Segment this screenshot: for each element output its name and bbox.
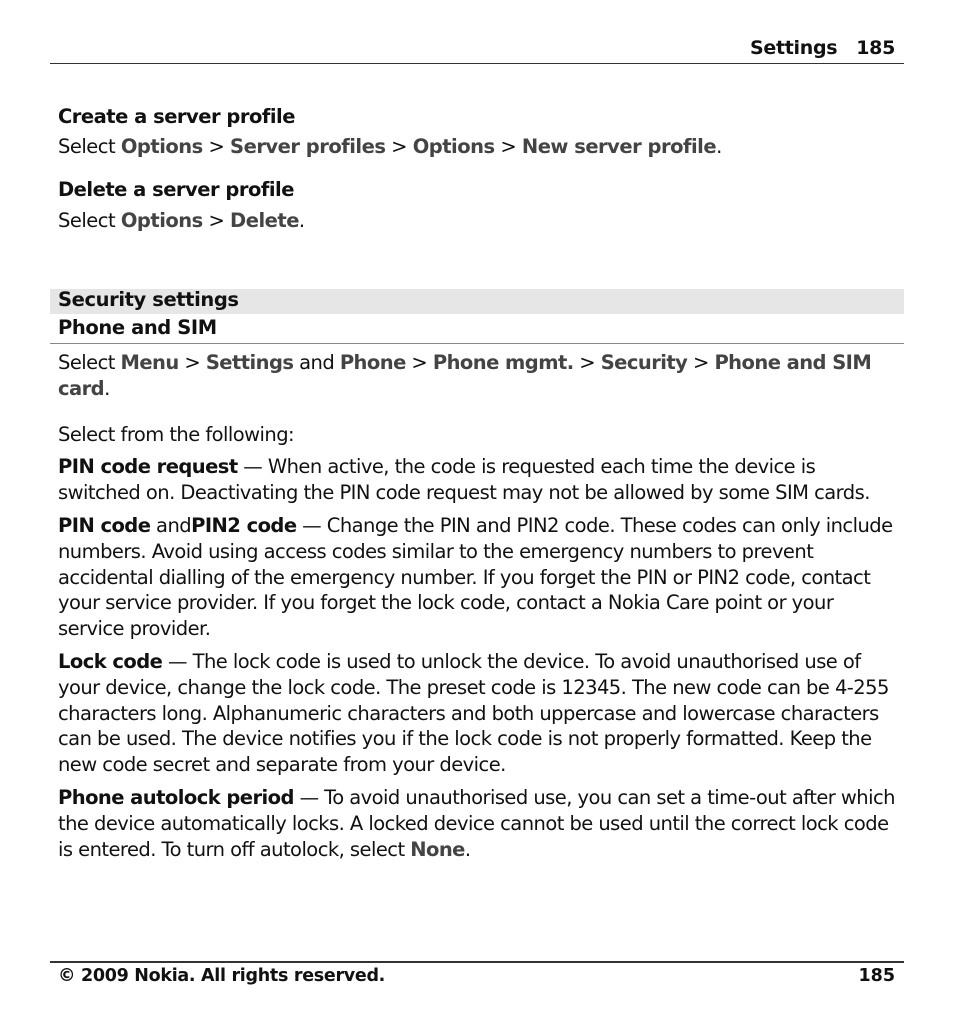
period: . [298, 208, 305, 232]
and-text: and [293, 351, 340, 374]
desc-lock-code: — The lock code is used to unlock the device. To avoid unauthorised use of your device, change the lock code. The preset code is 12345. The new code can be 4-255 characters long. Alphanumeric characters and both uppercase and lowercase characters can be used. The device notifies you if the lock code is not properly formatted. Keep the new code secret and separate from your device. [58, 649, 889, 777]
term-pin2-code: PIN2 code [191, 513, 297, 537]
period: . [104, 376, 110, 400]
ui-phone-mgmt: Phone mgmt. [432, 351, 574, 374]
delete-profile-instructions: Select Options > Delete. [58, 208, 305, 232]
item-pin-code-request [58, 454, 900, 506]
desc-phone-autolock-period: — To avoid unauthorised use, you can set a time-out after which the device automatically locks. A locked device cannot be used until the correct lock code is entered. To turn off autolock, select [58, 785, 895, 861]
delete-profile-heading: Delete a server profile [58, 178, 294, 201]
item-pin-code [58, 513, 900, 642]
item-lock-code [58, 649, 900, 778]
desc-pin-code: — Change the PIN and PIN2 code. These codes can only include numbers. Avoid using access codes similar to the emergency numbers to prevent accidental dialling of the emergency number. If you forget the PIN or PIN2 code, contact your service provider. If you forget the lock code, contact a Nokia Care point or your service provider. [58, 513, 893, 641]
select-text: Select [58, 351, 121, 374]
phone-sim-body [58, 350, 900, 869]
ui-none: None [410, 837, 465, 861]
desc-pin-code-request: — When active, the code is requested each time the device is switched on. Deactivating the PIN code request may not be allowed by some SIM cards. [58, 455, 870, 505]
ui-delete: Delete [230, 208, 299, 232]
term-pin-code: PIN code [58, 513, 151, 537]
page-header [50, 36, 904, 64]
ui-security: Security [600, 351, 688, 374]
intro-text: Select from the following: [58, 422, 295, 446]
term-phone-autolock-period: Phone autolock period [58, 785, 294, 809]
create-profile-heading: Create a server profile [58, 105, 295, 128]
subsection-title: Phone and SIM [58, 316, 217, 339]
select-text: Select [58, 134, 121, 158]
ui-options: Options [412, 134, 495, 158]
server-profile-section [58, 104, 898, 233]
navigation-path: Select Menu > Settings and Phone > Phone mgmt. > Security > Phone and SIM card. [58, 351, 872, 400]
page-number: 185 [858, 966, 895, 986]
copyright-text: © 2009 Nokia. All rights reserved. [58, 966, 386, 986]
term-pin-code-request: PIN code request [58, 455, 238, 479]
section-header-bar [50, 289, 904, 314]
period: . [716, 134, 722, 158]
section-title: Security settings [58, 288, 239, 311]
ui-new-server-profile: New server profile [521, 134, 717, 158]
and-text: and [150, 513, 192, 537]
ui-options: Options [120, 134, 203, 158]
header-title: Settings 185 [750, 37, 895, 59]
ui-menu: Menu [120, 351, 179, 374]
subsection-header [50, 316, 904, 344]
ui-options: Options [120, 208, 203, 232]
create-profile-instructions: Select Options > Server profiles > Options > New server profile. [58, 134, 722, 158]
term-lock-code: Lock code [58, 649, 163, 673]
select-text: Select [58, 208, 121, 232]
ui-settings: Settings [205, 351, 294, 374]
ui-phone-and-sim-card: Phone and SIM card [58, 351, 872, 400]
item-phone-autolock-period [58, 785, 900, 862]
ui-server-profiles: Server profiles [230, 134, 386, 158]
period: . [464, 837, 471, 861]
ui-phone: Phone [339, 351, 406, 374]
page-footer [50, 961, 904, 991]
